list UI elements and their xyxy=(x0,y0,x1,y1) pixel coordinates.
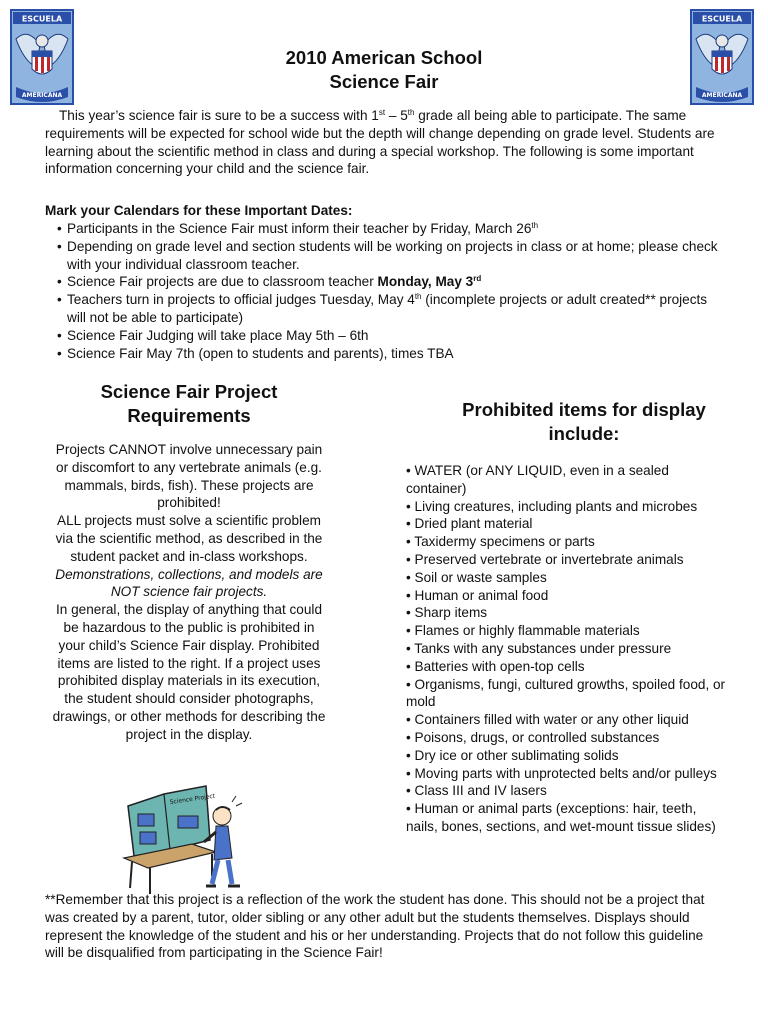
footer-note: **Remember that this project is a reflection of the work the student has done. This should not be a project that was created by a parent, tutor, older sibling or any other adult but the students themselves. Displays should represent the knowledge of the student and his or her understanding. Projects that do not follow this guideline will be disqualified from participating in the Science Fair! xyxy=(45,892,705,961)
title-line-2: Science Fair xyxy=(329,71,439,92)
requirements-paragraph-2: ALL projects must solve a scientific problem via the scientific method, as described in the student packet and in-class workshops. Demonstrations, collections, and models are NOT science fair projects. xyxy=(55,513,323,600)
prohibited-list xyxy=(406,462,726,836)
list-item: • Human or animal food xyxy=(406,587,549,603)
list-item: • Science Fair projects are due to classroom teacher Monday, May 3rd xyxy=(57,274,482,290)
list-item: • Preserved vertebrate or invertebrate animals xyxy=(406,551,684,567)
list-item: • Human or animal parts (exceptions: hair, teeth, nails, bones, sections, and wet-mount tissue slides) xyxy=(406,801,716,834)
svg-text:AMERICANA: AMERICANA xyxy=(21,92,63,99)
list-item: • Sharp items xyxy=(406,605,488,621)
dates-heading: Mark your Calendars for these Important Dates: xyxy=(45,203,353,218)
list-item: • Poisons, drugs, or controlled substances xyxy=(406,729,660,745)
list-item: • Soil or waste samples xyxy=(406,569,547,585)
list-item: • Dried plant material xyxy=(406,516,533,532)
list-item: • WATER (or ANY LIQUID, even in a sealed container) xyxy=(406,463,669,496)
list-item: • Organisms, fungi, cultured growths, spoiled food, or mold xyxy=(406,676,726,710)
svg-text:ESCUELA: ESCUELA xyxy=(21,14,63,24)
title-line-1: 2010 American School xyxy=(285,47,483,68)
dates-list xyxy=(45,220,725,362)
list-item: • Containers filled with water or any other liquid xyxy=(406,712,689,728)
student-science-project-icon xyxy=(120,780,246,898)
list-item: • Tanks with any substances under pressure xyxy=(406,640,672,656)
list-item: • Participants in the Science Fair must inform their teacher by Friday, March 26th xyxy=(57,221,539,236)
intro-paragraph: This year’s science fair is sure to be a success with 1st – 5th grade all being able to participate. The same requirements will be expected for school wide but the depth will change depending on grade level. Students are learning about the scientific method in class and during a special workshop. The following is some important information concerning your child and the science fair. xyxy=(45,108,715,177)
list-item: • Moving parts with unprotected belts and/or pulleys xyxy=(406,765,717,781)
list-item: • Taxidermy specimens or parts xyxy=(406,534,595,550)
requirements-body xyxy=(52,441,326,744)
list-item: • Teachers turn in projects to official judges Tuesday, May 4th (incomplete projects or adult created** projects will not be able to participate) xyxy=(57,292,708,325)
svg-text:ESCUELA: ESCUELA xyxy=(701,14,743,24)
list-item: • Science Fair May 7th (open to students and parents), times TBA xyxy=(57,345,454,361)
list-item: • Living creatures, including plants and microbes xyxy=(406,498,698,514)
page-title xyxy=(0,46,768,94)
svg-text:Science Project: Science Project xyxy=(169,792,216,806)
list-item: • Class III and IV lasers xyxy=(406,783,547,799)
list-item: • Flames or highly flammable materials xyxy=(406,623,640,639)
requirements-paragraph-3: In general, the display of anything that could be hazardous to the public is prohibited in your child’s Science Fair display. Prohibited items are listed to the right. If a project uses prohibited display materials in its execution, the student should consider photographs, drawings, or other methods for describing the project in the display. xyxy=(52,602,326,742)
list-item: • Science Fair Judging will take place May 5th – 6th xyxy=(57,327,369,343)
requirements-paragraph-1: Projects CANNOT involve unnecessary pain or discomfort to any vertebrate animals (e.g. mammals, birds, fish). These projects are prohibited! xyxy=(55,442,323,511)
list-item: • Dry ice or other sublimating solids xyxy=(406,747,619,763)
prohibited-heading: Prohibited items for display include: xyxy=(462,399,706,444)
svg-text:AMERICANA: AMERICANA xyxy=(701,92,743,99)
list-item: • Depending on grade level and section students will be working on projects in class or at home; please check with your individual classroom teacher. xyxy=(57,238,718,272)
list-item: • Batteries with open-top cells xyxy=(406,658,585,674)
requirements-heading: Science Fair Project Requirements xyxy=(100,381,278,426)
